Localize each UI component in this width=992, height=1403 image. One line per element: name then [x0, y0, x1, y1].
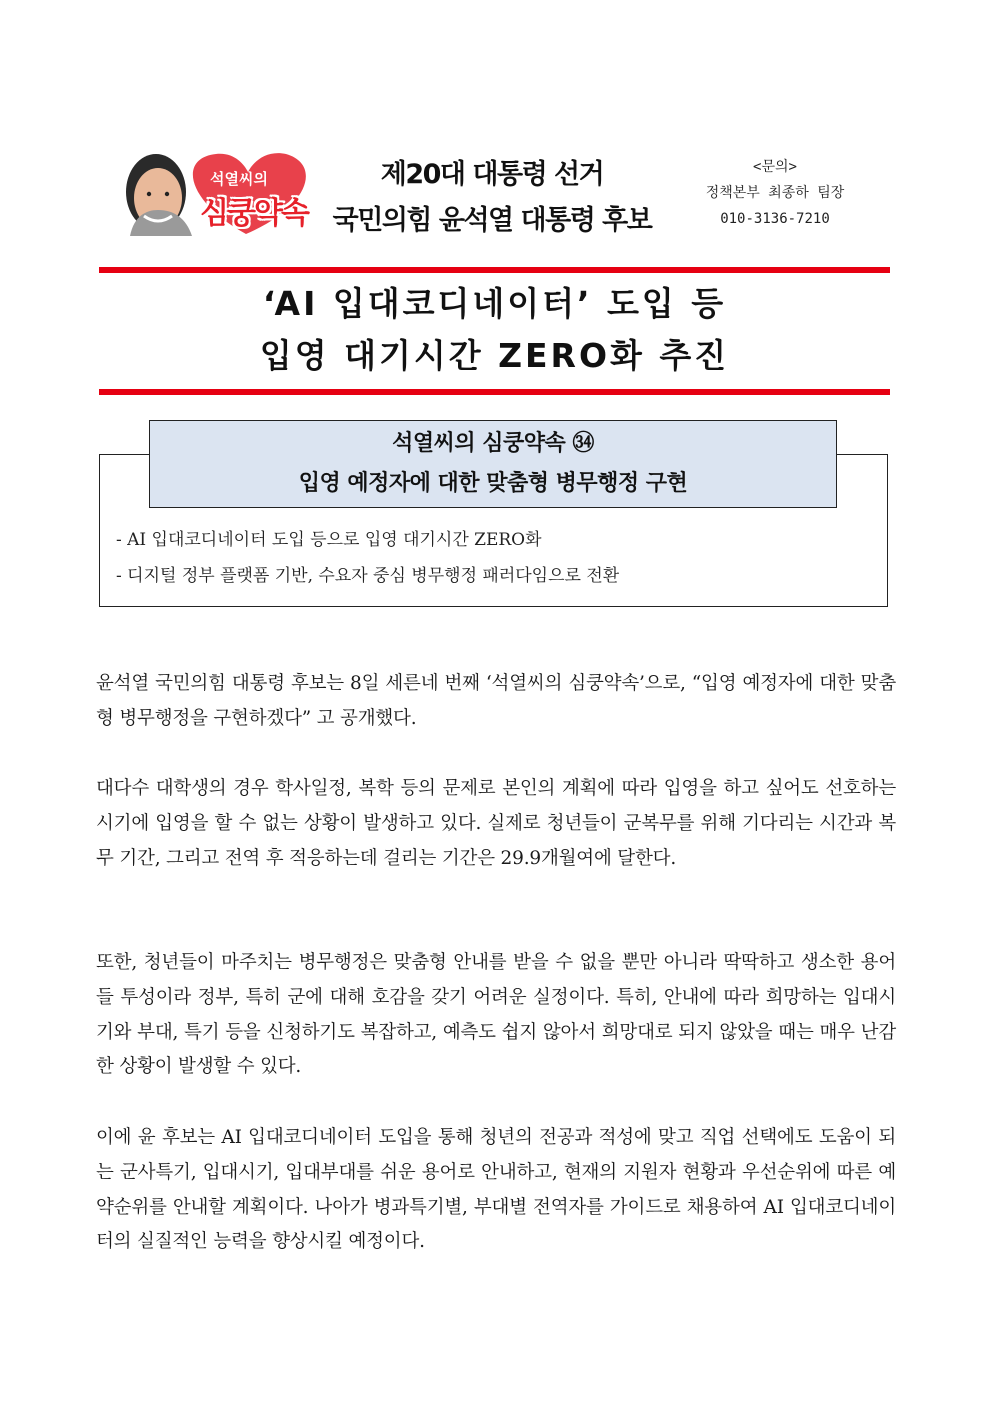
promise-bullet: - 디지털 정부 플랫폼 기반, 수요자 중심 병무행정 패러다임으로 전환 [116, 566, 620, 586]
document-header [100, 140, 890, 250]
promise-bullet-list [116, 522, 876, 594]
body-paragraph: 또한, 청년들이 마주치는 병무행정은 맞춤형 안내를 받을 수 없을 뿐만 아니라 딱딱하고 생소한 용어들 투성이라 정부, 특히 군에 대해 호감을 갖기 어려운 실정이다. 특히, 안내에 따라 희망하는 입대시기와 부대, 특기 등을 신청하기도 복잡하고, 예측도 쉽지 않아서 희망대로 되지 않았을 때는 매우 난감한 상황이 발생할 수 있다. [96, 952, 896, 1078]
body-paragraph: 대다수 대학생의 경우 학사일정, 복학 등의 문제로 본인의 계획에 따라 입영을 하고 싶어도 선호하는 시기에 입영을 할 수 없는 상황이 발생하고 있다. 실제로 청년들이 군복무를 위해 기다리는 시간과 복무 기간, 그리고 전역 후 적응하는데 걸리는 기간은 29.9개월여에 달한다. [96, 778, 896, 869]
header-title [322, 152, 662, 244]
contact-label: <문의> [753, 159, 797, 175]
contact-person: 정책본부 최종하 팀장 [705, 185, 845, 201]
promise-heading-box [149, 420, 837, 508]
body-paragraph: 이에 윤 후보는 AI 입대코디네이터 도입을 통해 청년의 전공과 적성에 맞고 직업 선택에도 도움이 되는 군사특기, 입대시기, 입대부대를 쉬운 용어로 안내하고, 현재의 지원자 현황과 우선순위에 따른 예약순위를 안내할 계획이다. 나아가 병과특기별, 부대별 전역자를 가이드로 채용하여 AI 입대코디네이터의 실질적인 능력을 향상시킬 예정이다. [96, 1127, 896, 1253]
contact-info [660, 154, 890, 232]
bottom-divider [99, 389, 890, 395]
header-title-line1: 제20대 대통령 선거 [380, 159, 604, 190]
promise-bullet: - AI 입대코디네이터 도입 등으로 입영 대기시간 ZERO화 [116, 530, 542, 550]
header-title-line2: 국민의힘 윤석열 대통령 후보 [332, 205, 652, 236]
top-divider [99, 267, 890, 273]
main-title-line2: 입영 대기시간 ZERO화 추진 [259, 336, 730, 375]
main-title [99, 278, 890, 382]
main-title-line1: ‘AI 입대코디네이터’ 도입 등 [262, 284, 727, 323]
contact-phone: 010-3136-7210 [720, 211, 830, 227]
promise-heading-line1: 석열씨의 심쿵약속 ㉞ [392, 431, 594, 456]
logo-small-text: 석열씨의 [210, 170, 268, 188]
logo-big-text: 심쿵약속 [200, 196, 308, 231]
body-paragraph: 윤석열 국민의힘 대통령 후보는 8일 세른네 번째 ‘석열씨의 심쿵약속’으로, “입영 예정자에 대한 맞춤형 병무행정을 구현하겠다” 고 공개했다. [96, 673, 896, 729]
promise-heading-line2: 입영 예정자에 대한 맞춤형 병무행정 구현 [298, 471, 688, 496]
campaign-logo [116, 146, 316, 236]
